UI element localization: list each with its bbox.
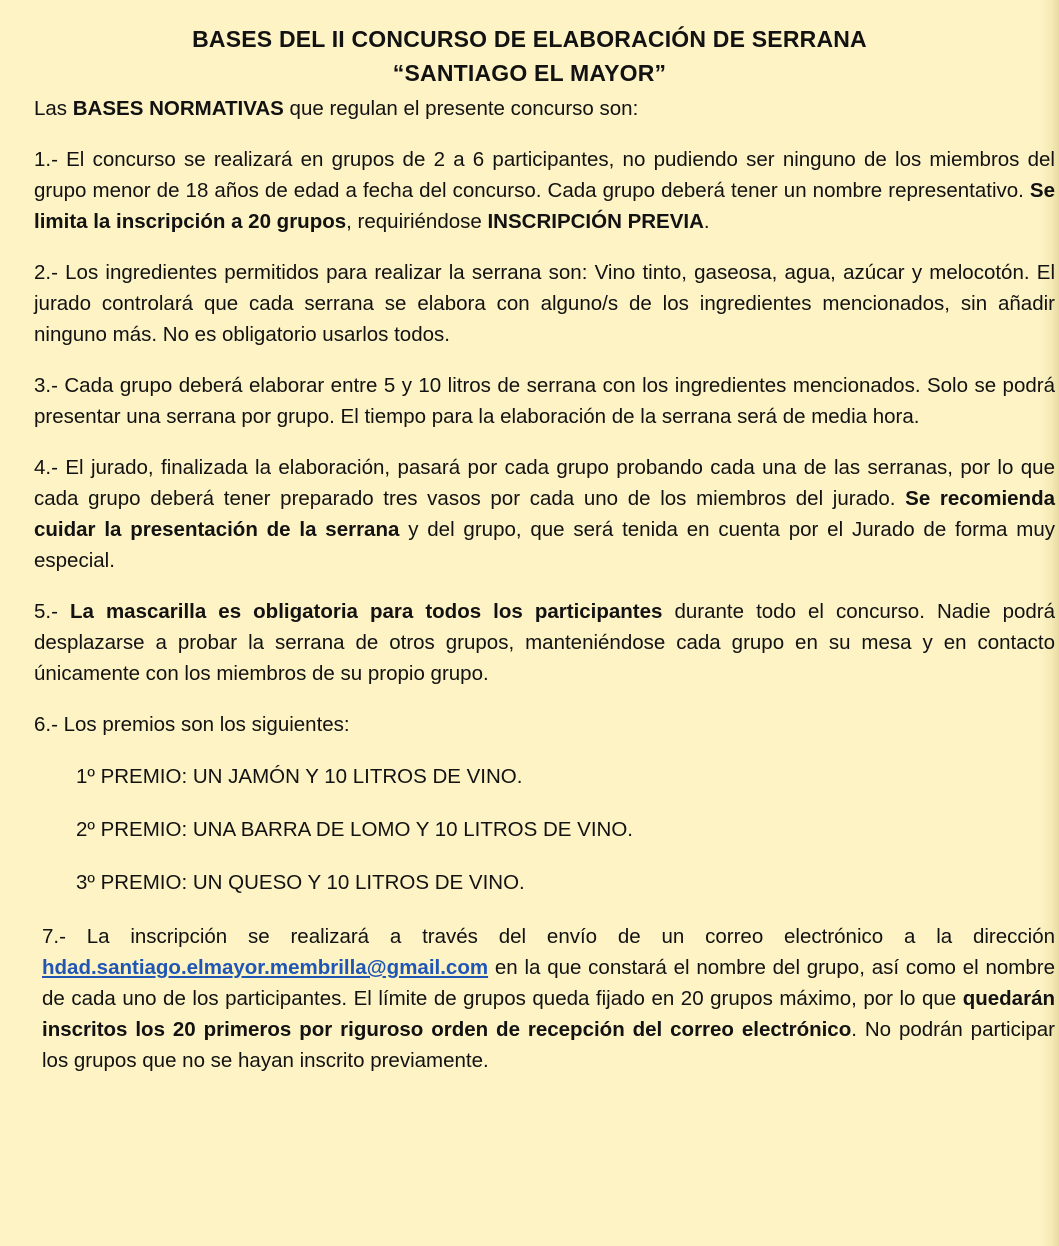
prize-2: 2º PREMIO: UNA BARRA DE LOMO Y 10 LITROS DE VINO. [76, 818, 633, 841]
rule-7-text-end: . No podrán participar los grupos que no se hayan inscrito previamente. [42, 1018, 1055, 1072]
title-line-1: BASES DEL II CONCURSO DE ELABORACIÓN DE SERRANA [192, 26, 867, 52]
prize-1: 1º PREMIO: UN JAMÓN Y 10 LITROS DE VINO. [76, 765, 523, 788]
email-link[interactable]: hdad.santiago.elmayor.membrilla@gmail.com [42, 956, 489, 979]
rule-4-text: 4.- El jurado, finalizada la elaboración, pasará por cada grupo probando cada una de las serranas, por lo que cada grupo deberá tener preparado tres vasos por cada uno de los miembros del jurado. [34, 456, 1055, 510]
intro-text: Las [34, 97, 73, 120]
rule-1-bold-inscription: INSCRIPCIÓN PREVIA [487, 210, 704, 233]
rule-4-bold: Se recomienda cuidar la presentación de la serrana [34, 487, 1055, 541]
rule-7-bold: quedarán inscritos los 20 primeros por riguroso orden de recepción del correo electrónico [42, 987, 1055, 1041]
rule-3: 3.- Cada grupo deberá elaborar entre 5 y 10 litros de serrana con los ingredientes mencionados. Solo se podrá presentar una serrana por grupo. El tiempo para la elaboración de la serrana será de media hora. [34, 374, 1055, 428]
rule-6: 6.- Los premios son los siguientes: [34, 713, 350, 736]
rule-1-text-end: . [703, 210, 710, 233]
rule-7-text: 7.- La inscripción se realizará a través del envío de un correo electrónico a la dirección [42, 925, 1055, 948]
rule-1-text-mid: , requiriéndose [346, 210, 488, 233]
rule-1-bold-limit: Se limita la inscripción a 20 grupos [34, 179, 1055, 233]
rule-7 [42, 921, 1055, 1076]
rule-4 [34, 452, 1055, 576]
rule-4-text-end: y del grupo, que será tenida en cuenta por el Jurado de forma muy especial. [34, 518, 1055, 572]
intro-bold: BASES NORMATIVAS [72, 97, 284, 120]
document-title [4, 22, 1055, 90]
intro-text-end: que regulan el presente concurso son: [283, 97, 639, 120]
rule-2: 2.- Los ingredientes permitidos para realizar la serrana son: Vino tinto, gaseosa, agua, azúcar y melocotón. El jurado controlará que cada serrana se elabora con alguno/s de los ingredientes mencionados, sin añadir ninguno más. No es obligatorio usarlos todos. [34, 261, 1055, 346]
rule-5-text: durante todo el concurso. Nadie podrá desplazarse a probar la serrana de otros grupos, manteniéndose cada grupo en su mesa y en contacto únicamente con los miembros de su propio grupo. [34, 600, 1055, 685]
rule-5-number: 5.- [34, 600, 70, 623]
prize-3: 3º PREMIO: UN QUESO Y 10 LITROS DE VINO. [76, 871, 525, 894]
intro-paragraph [34, 94, 1055, 124]
title-line-2: “SANTIAGO EL MAYOR” [392, 60, 667, 86]
rule-7-text-mid: en la que constará el nombre del grupo, así como el nombre de cada uno de los participantes. El límite de grupos queda fijado en 20 grupos máximo, por lo que [42, 956, 1055, 1010]
rule-5-bold: La mascarilla es obligatoria para todos los participantes [69, 600, 663, 623]
rule-1 [34, 144, 1055, 237]
rule-1-text: 1.- El concurso se realizará en grupos de 2 a 6 participantes, no pudiendo ser ninguno de los miembros del grupo menor de 18 años de edad a fecha del concurso. Cada grupo deberá tener un nombre representativo. [34, 148, 1055, 202]
rule-5 [34, 596, 1055, 689]
